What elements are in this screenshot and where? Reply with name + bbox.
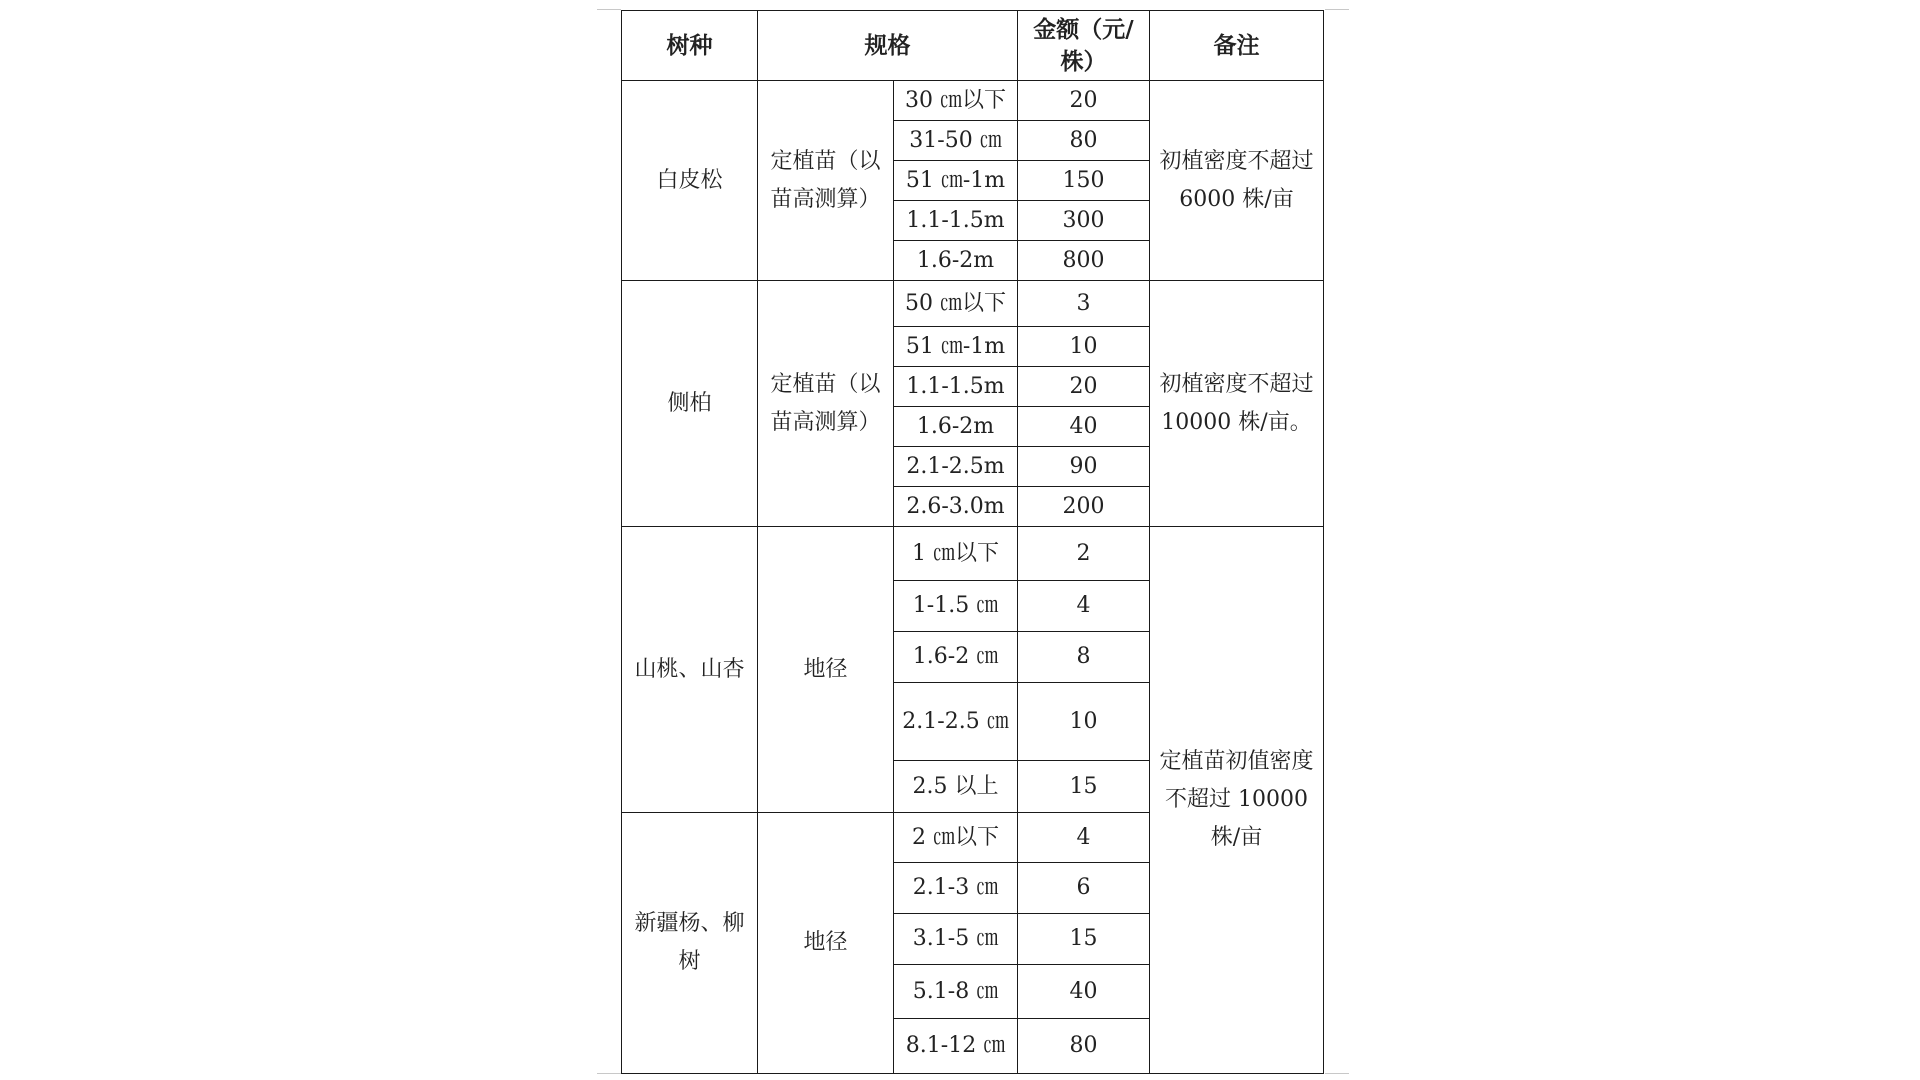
seedling-price-table [621,10,1324,1074]
species-cell: 侧柏 [622,281,758,527]
spec-cell: 1 ㎝以下 [894,527,1018,581]
spec-cell: 51 ㎝-1m [894,327,1018,367]
spec-type-cell: 地径 [758,527,894,813]
header-amount: 金额（元/株） [1018,11,1150,81]
crop-mark [597,9,621,10]
spec-cell: 50 ㎝以下 [894,281,1018,327]
amount-cell: 10 [1018,683,1150,761]
amount-cell: 40 [1018,965,1150,1019]
note-cell: 初植密度不超过 10000 株/亩。 [1150,281,1324,527]
spec-type-cell: 定植苗（以苗高测算） [758,281,894,527]
amount-cell: 15 [1018,761,1150,813]
spec-cell: 2.1-2.5 ㎝ [894,683,1018,761]
amount-cell: 80 [1018,1019,1150,1074]
header-note: 备注 [1150,11,1324,81]
spec-cell: 31-50 ㎝ [894,121,1018,161]
species-cell: 山桃、山杏 [622,527,758,813]
spec-cell: 1.6-2 ㎝ [894,632,1018,683]
spec-cell: 1-1.5 ㎝ [894,581,1018,632]
spec-cell: 2.5 以上 [894,761,1018,813]
crop-mark [597,1073,621,1074]
amount-cell: 8 [1018,632,1150,683]
table-row [622,527,1324,581]
amount-cell: 800 [1018,241,1150,281]
spec-cell: 2.1-2.5m [894,447,1018,487]
shared-note-cell: 定植苗初值密度不超过 10000 株/亩 [1150,527,1324,1074]
amount-cell: 6 [1018,863,1150,914]
amount-cell: 2 [1018,527,1150,581]
spec-cell: 1.1-1.5m [894,367,1018,407]
spec-cell: 1.6-2m [894,241,1018,281]
spec-cell: 5.1-8 ㎝ [894,965,1018,1019]
note-cell: 初植密度不超过 6000 株/亩 [1150,81,1324,281]
header-spec: 规格 [758,11,1018,81]
amount-cell: 80 [1018,121,1150,161]
table-header-row [622,11,1324,81]
amount-cell: 150 [1018,161,1150,201]
header-species: 树种 [622,11,758,81]
table-row [622,281,1324,327]
amount-cell: 90 [1018,447,1150,487]
spec-cell: 30 ㎝以下 [894,81,1018,121]
crop-mark [1325,1073,1349,1074]
amount-cell: 200 [1018,487,1150,527]
species-cell: 新疆杨、柳树 [622,813,758,1074]
amount-cell: 15 [1018,914,1150,965]
spec-cell: 3.1-5 ㎝ [894,914,1018,965]
amount-cell: 40 [1018,407,1150,447]
amount-cell: 10 [1018,327,1150,367]
crop-mark [1325,9,1349,10]
spec-cell: 1.6-2m [894,407,1018,447]
amount-cell: 20 [1018,367,1150,407]
amount-cell: 4 [1018,581,1150,632]
spec-type-cell: 地径 [758,813,894,1074]
species-cell: 白皮松 [622,81,758,281]
amount-cell: 4 [1018,813,1150,863]
table-row [622,81,1324,121]
spec-cell: 2.6-3.0m [894,487,1018,527]
spec-cell: 2.1-3 ㎝ [894,863,1018,914]
spec-type-cell: 定植苗（以苗高测算） [758,81,894,281]
spec-cell: 51 ㎝-1m [894,161,1018,201]
amount-cell: 3 [1018,281,1150,327]
spec-cell: 1.1-1.5m [894,201,1018,241]
amount-cell: 300 [1018,201,1150,241]
amount-cell: 20 [1018,81,1150,121]
spec-cell: 8.1-12 ㎝ [894,1019,1018,1074]
spec-cell: 2 ㎝以下 [894,813,1018,863]
